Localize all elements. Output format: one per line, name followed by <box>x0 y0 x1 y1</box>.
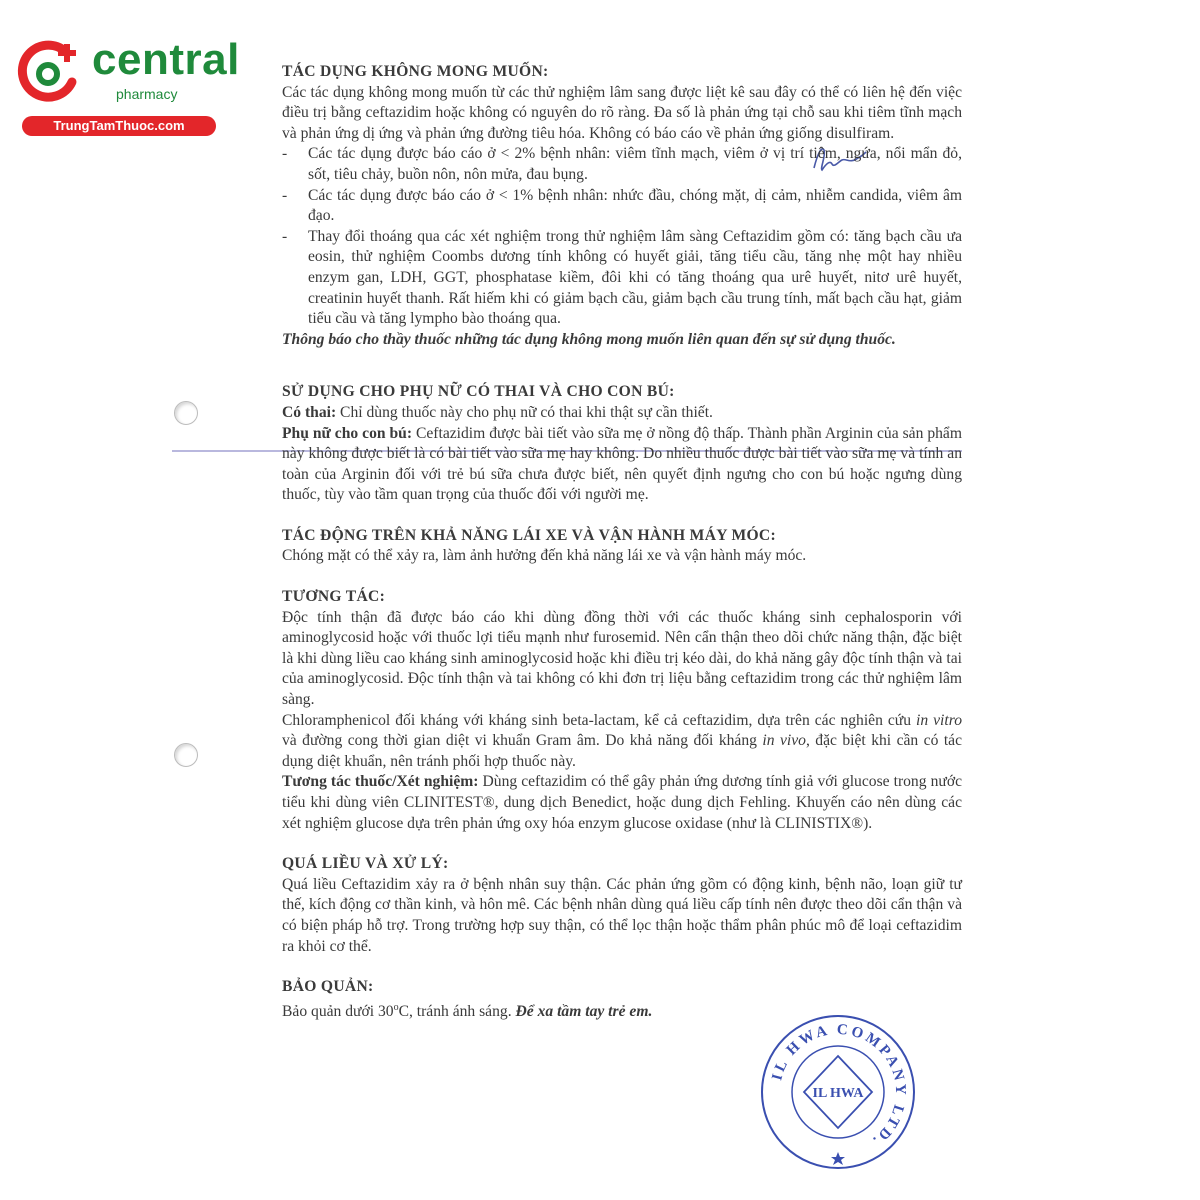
bullet-dash: - <box>282 145 288 163</box>
logo-name: central <box>92 35 240 84</box>
section-overdose <box>282 854 962 957</box>
paragraph: Quá liều Ceftazidim xảy ra ở bệnh nhân suy thận. Các phản ứng gồm có động kinh, bệnh não, loạn giữ tư thế, kích động cơ thần kinh, và hôn mê. Các bệnh nhân dùng quá liều cấp tính nên được theo dõi cẩn thận và có biện pháp hỗ trợ. Trong trường hợp suy thận, có thể lọc thận hoặc thẩm phân phúc mô để loại ceftazidim ra khỏi cơ thể. <box>282 875 962 955</box>
section-heading: SỬ DỤNG CHO PHỤ NỮ CÓ THAI VÀ CHO CON BÚ: <box>282 383 675 401</box>
section-heading: TÁC DỤNG KHÔNG MONG MUỐN: <box>282 63 549 80</box>
paragraph: Độc tính thận đã được báo cáo khi dùng đồng thời với các thuốc kháng sinh cephalosporin với aminoglycosid hoặc với thuốc lợi tiểu mạnh như furosemid. Nên cẩn thận theo dõi chức năng thận, đặc biệt là khi dùng liều cao kháng sinh aminoglycosid hoặc khi điều trị kéo dài, do khả năng gây độc tính thận và tai của aminoglycosid. Độc tính thận và tai không có khi đơn trị liệu bằng ceftazidim trong các thử nghiệm lâm sàng. <box>282 608 962 709</box>
inline-text: Chloramphenicol đối kháng với kháng sinh beta-lactam, kể cả ceftazidim, dựa trên các nghiên cứu <box>282 711 917 729</box>
list-item-text: Các tác dụng được báo cáo ở < 1% bệnh nhân: nhức đầu, chóng mặt, dị cảm, nhiễm candida, viêm âm đạo. <box>308 186 962 225</box>
inline-label: Có thai: <box>282 403 337 421</box>
degree-sign: o <box>393 1001 399 1013</box>
list-item <box>282 144 962 185</box>
inline-label: Phụ nữ cho con bú: <box>282 424 413 442</box>
inline-text: Dùng ceftazidim có thể gây phản ứng dương tính giả với glucose trong nước tiểu khi dùng viên CLINITEST®, dung dịch Benedict, hoặc dung dịch Fehling. Khuyến cáo nên dùng các xét nghiệm glucose dựa trên phản ứng oxy hóa enzym glucose oxidase (như là CLINISTIX®). <box>282 773 962 832</box>
svg-text:IL HWA COMPANY LTD.: IL HWA COMPANY LTD. <box>769 1021 909 1151</box>
notice-text: Thông báo cho thầy thuốc những tác dụng không mong muốn liên quan đến sự sử dụng thuốc. <box>282 330 896 348</box>
inline-text: Ceftazidim được bài tiết vào sữa mẹ ở nồng độ thấp. Thành phần Arginin của sản phẩm này không được biết là có bài tiết vào sữa mẹ hay không. Do nhiều thuốc được bài tiết vào sữa mẹ và tính an toàn của Arginin đối với trẻ bú sữa chưa được biết, nên quyết định ngưng cho con bú hoặc ngưng dùng thuốc, tùy vào tầm quan trọng của thuốc đối với người mẹ. <box>282 424 962 504</box>
document-body <box>282 62 962 1023</box>
punch-hole <box>174 743 198 767</box>
bullet-dash: - <box>282 186 288 204</box>
paragraph <box>282 403 962 424</box>
paragraph: Các tác dụng không mong muốn từ các thử nghiệm lâm sang được liệt kê sau đây có thể có liên hệ đến việc điều trị bằng ceftazidim hoặc không có nguyên do rõ ràng. Đa số là phản ứng tại chỗ sau khi tiêm tĩnh mạch và phản ứng dị ứng và phản ứng đường tiêu hóa. Không có báo cáo về phản ứng giống disulfiram. <box>282 83 962 142</box>
paragraph <box>282 711 962 773</box>
inline-text: Bảo quản dưới 30 <box>282 1002 394 1020</box>
inline-text: , đặc biệt khi cần có tác dụng diệt khuẩn, nên tránh phối hợp thuốc này. <box>282 732 962 770</box>
list-item-text: Các tác dụng được báo cáo ở < 2% bệnh nhân: viêm tĩnh mạch, viêm ở vị trí tiêm, ngứa, nổi mẩn đỏ, sốt, tiêu chảy, buồn nôn, nôn mửa, đau bụng. <box>308 145 962 183</box>
company-seal <box>758 1012 918 1172</box>
section-heading: BẢO QUẢN: <box>282 978 374 996</box>
list-item <box>282 186 962 227</box>
pharmacy-logo-icon <box>14 38 84 108</box>
paragraph <box>282 424 962 506</box>
section-heading: TÁC ĐỘNG TRÊN KHẢ NĂNG LÁI XE VÀ VẬN HÀNH MÁY MÓC: <box>282 526 776 544</box>
section-heading: QUÁ LIỀU VÀ XỬ LÝ: <box>282 855 449 873</box>
inline-warning: Để xa tầm tay trẻ em. <box>515 1002 653 1020</box>
section-heading: TƯƠNG TÁC: <box>282 588 386 606</box>
paragraph <box>282 772 962 834</box>
svg-text:IL HWA: IL HWA <box>812 1086 864 1101</box>
section-side-effects <box>282 62 962 350</box>
inline-text: và đường cong thời gian diệt vi khuẩn Gram âm. Do khả năng đối kháng <box>282 732 763 750</box>
logo-site-badge: TrungTamThuoc.com <box>22 116 216 136</box>
bullet-dash: - <box>282 227 288 245</box>
pharmacy-logo <box>8 35 240 136</box>
logo-sub: pharmacy <box>116 86 178 102</box>
inline-label: Tương tác thuốc/Xét nghiệm: <box>282 773 479 791</box>
section-pregnancy <box>282 382 962 506</box>
paragraph: Chóng mặt có thể xảy ra, làm ảnh hưởng đến khả năng lái xe và vận hành máy móc. <box>282 547 807 565</box>
section-interactions <box>282 587 962 834</box>
inline-text: C, tránh ánh sáng. <box>398 1002 516 1020</box>
section-driving <box>282 526 962 567</box>
inline-italic: in vitro <box>916 711 962 729</box>
inline-text: Chỉ dùng thuốc này cho phụ nữ có thai khi thật sự cần thiết. <box>336 403 713 421</box>
list-item <box>282 227 962 330</box>
list-item-text: Thay đổi thoáng qua các xét nghiệm trong thử nghiệm lâm sàng Ceftazidim gồm có: tăng bạch cầu ưa eosin, thử nghiệm Coombs dương tính không có huyết giải, tăng tiểu cầu, tăng nhẹ một hay nhiều enzym gan, LDH, GGT, phosphatase kiềm, đôi khi có tăng thoáng qua urê huyết, nitơ urê huyết, creatinin huyết thanh. Rất hiếm khi có giảm bạch cầu, giảm bạch cầu trung tính, mất bạch cầu hạt, giảm tiểu cầu và tăng lympho bào thoáng qua. <box>308 227 962 328</box>
inline-italic: in vivo <box>762 732 806 750</box>
punch-hole <box>174 401 198 425</box>
